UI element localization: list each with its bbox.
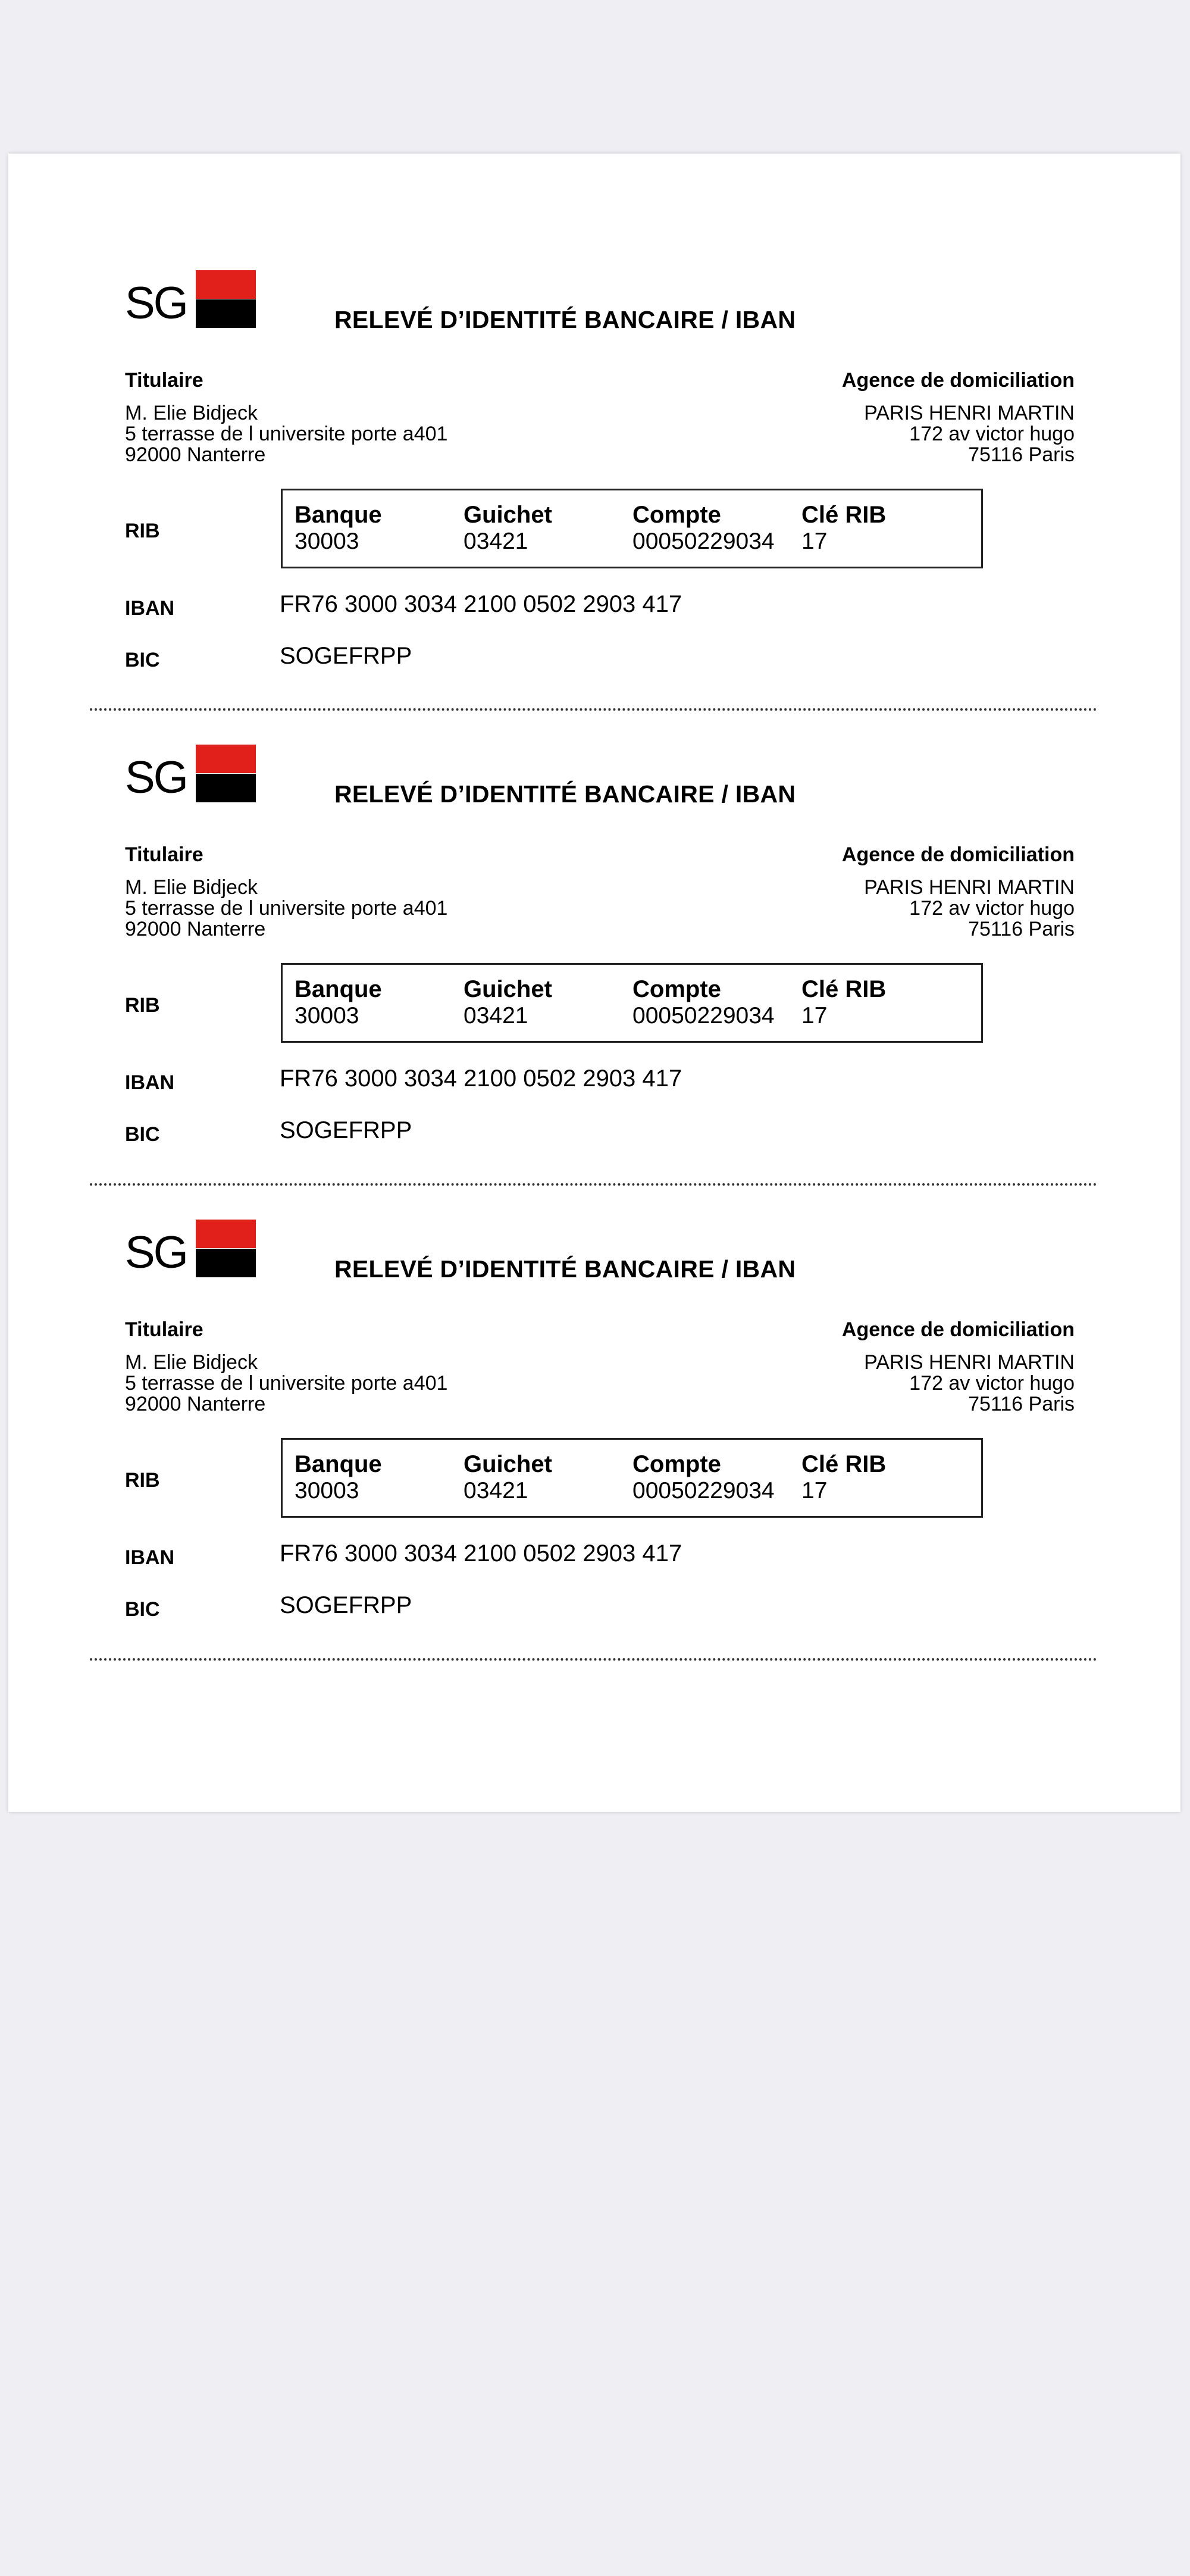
sg-logo (125, 270, 262, 330)
holder-address-line1: 5 terrasse de l universite porte a401 (125, 423, 448, 445)
bic-label: BIC (125, 1598, 160, 1621)
holder-address (125, 403, 447, 465)
rib-table (281, 1438, 983, 1518)
rib-label: RIB (125, 994, 160, 1017)
rib-col-cle (801, 1450, 886, 1504)
compte-value: 00050229034 (632, 1478, 775, 1503)
holder-label: Titulaire (125, 369, 203, 392)
bic-value: SOGEFRPP (280, 1592, 412, 1618)
bic-value: SOGEFRPP (280, 1117, 412, 1143)
holder-address-line1: 5 terrasse de l universite porte a401 (125, 897, 448, 920)
rib-col-guichet (464, 1450, 552, 1504)
compte-header: Compte (632, 1451, 721, 1477)
rib-col-banque (295, 976, 382, 1029)
rib-col-compte (632, 501, 775, 555)
banque-header: Banque (295, 976, 382, 1002)
rib-col-cle (801, 976, 886, 1029)
banque-value: 30003 (295, 529, 359, 554)
holder-name: M. Elie Bidjeck (125, 876, 258, 899)
rib-col-guichet (464, 501, 552, 555)
logo-black-square (196, 774, 256, 802)
rib-col-banque (295, 501, 382, 555)
guichet-header: Guichet (464, 976, 552, 1002)
iban-label: IBAN (125, 1071, 175, 1094)
sg-logo (125, 1220, 262, 1279)
holder-address-line2: 92000 Nanterre (125, 1393, 266, 1415)
agency-label: Agence de domiciliation (841, 843, 1075, 866)
agency-name: PARIS HENRI MARTIN (864, 1351, 1075, 1374)
compte-header: Compte (632, 976, 721, 1002)
agency-address-line1: 172 av victor hugo (909, 1372, 1075, 1395)
logo-red-square (196, 1220, 256, 1248)
guichet-value: 03421 (464, 1003, 528, 1028)
iban-label: IBAN (125, 1546, 175, 1569)
logo-red-square (196, 270, 256, 299)
compte-header: Compte (632, 502, 721, 528)
separator-line (90, 1658, 1097, 1661)
guichet-header: Guichet (464, 502, 552, 528)
logo-text: SG (125, 752, 187, 803)
holder-label: Titulaire (125, 843, 203, 866)
holder-address-line1: 5 terrasse de l universite porte a401 (125, 1372, 448, 1395)
document-title: RELEVÉ D’IDENTITÉ BANCAIRE / IBAN (334, 306, 796, 333)
agency-address-line2: 75116 Paris (968, 918, 1075, 940)
rib-col-compte (632, 976, 775, 1029)
cle-value: 17 (801, 1478, 828, 1503)
iban-value: FR76 3000 3034 2100 0502 2903 417 (280, 1065, 682, 1092)
compte-value: 00050229034 (632, 529, 775, 554)
agency-address (864, 1352, 1075, 1415)
agency-address (864, 403, 1075, 465)
logo-black-square (196, 299, 256, 328)
bic-label: BIC (125, 1123, 160, 1146)
agency-name: PARIS HENRI MARTIN (864, 876, 1075, 899)
document-title: RELEVÉ D’IDENTITÉ BANCAIRE / IBAN (334, 780, 796, 808)
rib-table (281, 489, 983, 568)
agency-address-line2: 75116 Paris (968, 443, 1075, 466)
rib-label: RIB (125, 520, 160, 542)
guichet-value: 03421 (464, 1478, 528, 1503)
agency-label: Agence de domiciliation (841, 1318, 1075, 1341)
cle-value: 17 (801, 1003, 828, 1028)
bic-value: SOGEFRPP (280, 643, 412, 669)
rib-block-2 (8, 628, 1180, 1146)
agency-address (864, 877, 1075, 940)
rib-col-guichet (464, 976, 552, 1029)
rib-col-cle (801, 501, 886, 555)
logo-text: SG (125, 1227, 187, 1278)
rib-table (281, 963, 983, 1043)
holder-address (125, 877, 447, 940)
agency-address-line1: 172 av victor hugo (909, 423, 1075, 445)
guichet-header: Guichet (464, 1451, 552, 1477)
agency-address-line2: 75116 Paris (968, 1393, 1075, 1415)
holder-name: M. Elie Bidjeck (125, 1351, 258, 1374)
cle-header: Clé RIB (801, 1451, 887, 1477)
holder-address-line2: 92000 Nanterre (125, 443, 266, 466)
banque-header: Banque (295, 502, 382, 528)
logo-red-square (196, 745, 256, 773)
compte-value: 00050229034 (632, 1003, 775, 1028)
document-title: RELEVÉ D’IDENTITÉ BANCAIRE / IBAN (334, 1255, 796, 1283)
agency-address-line1: 172 av victor hugo (909, 897, 1075, 920)
cle-header: Clé RIB (801, 502, 887, 528)
holder-name: M. Elie Bidjeck (125, 402, 258, 424)
rib-block-1 (8, 154, 1180, 671)
document-page (8, 154, 1180, 1812)
guichet-value: 03421 (464, 529, 528, 554)
cle-value: 17 (801, 529, 828, 554)
holder-label: Titulaire (125, 1318, 203, 1341)
banque-value: 30003 (295, 1478, 359, 1503)
banque-value: 30003 (295, 1003, 359, 1028)
banque-header: Banque (295, 1451, 382, 1477)
holder-address (125, 1352, 447, 1415)
bic-label: BIC (125, 649, 160, 671)
rib-label: RIB (125, 1469, 160, 1492)
rib-col-banque (295, 1450, 382, 1504)
holder-address-line2: 92000 Nanterre (125, 918, 266, 940)
agency-name: PARIS HENRI MARTIN (864, 402, 1075, 424)
iban-label: IBAN (125, 597, 175, 620)
rib-col-compte (632, 1450, 775, 1504)
logo-black-square (196, 1249, 256, 1277)
iban-value: FR76 3000 3034 2100 0502 2903 417 (280, 1540, 682, 1567)
sg-logo (125, 745, 262, 804)
cle-header: Clé RIB (801, 976, 887, 1002)
iban-value: FR76 3000 3034 2100 0502 2903 417 (280, 591, 682, 617)
rib-block-3 (8, 1103, 1180, 1621)
agency-label: Agence de domiciliation (841, 369, 1075, 392)
logo-text: SG (125, 278, 187, 329)
